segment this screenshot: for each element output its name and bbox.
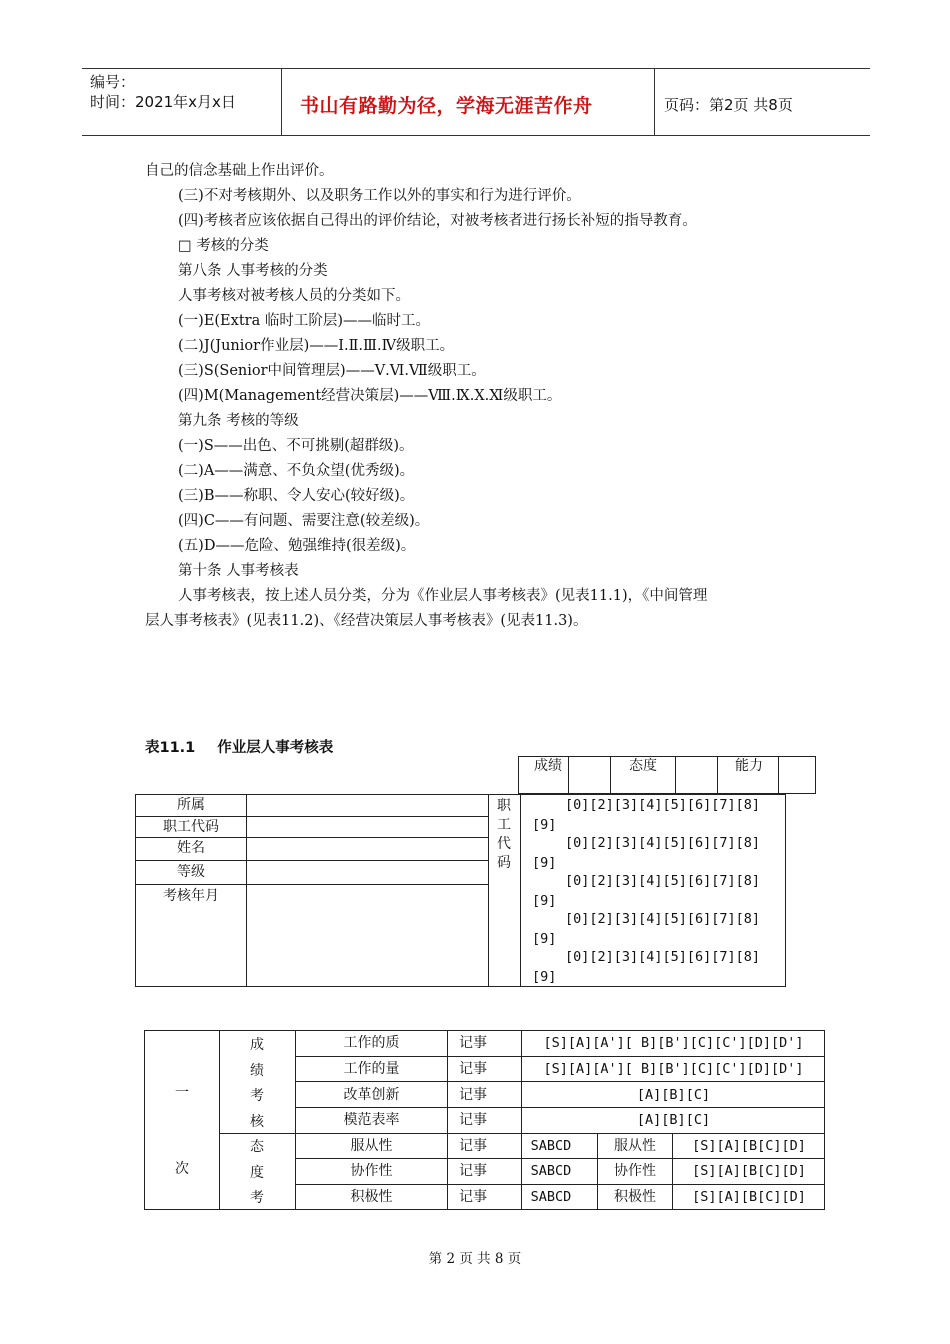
header-motto: 书山有路勤为径，学海无涯苦作舟 <box>300 95 593 117</box>
label-employee-code: 职工代码 <box>163 819 219 835</box>
code-digit-row: [0][2][3][4][5][6][7][8] <box>565 873 761 889</box>
employee-code-vertical-label: 职工代码 <box>497 798 511 871</box>
header-top-rule <box>82 68 870 69</box>
paragraph-line: (四)C——有问题、需要注意(较差级)。 <box>178 513 430 529</box>
paragraph-line: 人事考核表，按上述人员分类，分为《作业层人事考核表》(见表11.1)，《中间管理 <box>178 588 708 604</box>
item-initiative-repeat: 积极性 <box>614 1189 656 1205</box>
rating-scale: [A][B][C] <box>636 1112 711 1128</box>
table-number: 表11.1 <box>145 740 196 756</box>
review-round-char: 一 <box>175 1085 189 1101</box>
item-work-quality: 工作的质 <box>343 1035 400 1051</box>
grid-line <box>295 1158 825 1159</box>
note-label: 记事 <box>459 1087 487 1103</box>
item-obedience-repeat: 服从性 <box>614 1138 656 1154</box>
group-label-attitude: 态度考 <box>250 1139 264 1206</box>
rating-scale: [S][A][B[C][D] <box>692 1189 806 1205</box>
grid-line <box>295 1081 825 1082</box>
review-round-char: 次 <box>175 1161 189 1177</box>
item-innovation: 改革创新 <box>343 1087 400 1103</box>
paragraph-line: 层人事考核表》(见表11.2)、《经营决策层人事考核表》(见表11.3)。 <box>145 613 588 629</box>
table-title <box>145 736 355 757</box>
score-header-frame <box>518 756 816 794</box>
grid-line <box>568 756 569 794</box>
header-divider <box>281 68 282 136</box>
paragraph-line: (一)S——出色、不可挑剔(超群级)。 <box>178 438 414 454</box>
rating-scale: [S][A][B[C][D] <box>692 1138 806 1154</box>
rating-scale: [S][A][B[C][D] <box>692 1163 806 1179</box>
rating-scale: [S][A][A'][ B][B'][C][C'][D][D'] <box>543 1035 804 1051</box>
code-digit-row-wrap: [9] <box>532 817 557 833</box>
table-name: 作业层人事考核表 <box>217 740 334 756</box>
paragraph-line: (一)E(Extra 临时工阶层)——临时工。 <box>178 313 430 329</box>
grid-line <box>520 794 521 987</box>
grid-line <box>295 1107 825 1108</box>
paragraph-line: (四)M(Management经营决策层)——Ⅷ.Ⅸ.Ⅹ.Ⅺ级职工。 <box>178 388 562 404</box>
grid-line <box>219 1030 220 1210</box>
code-digit-row-wrap: [9] <box>532 969 557 985</box>
paragraph-line: 人事考核对被考核人员的分类如下。 <box>178 288 410 304</box>
grade-letters: SABCD <box>530 1189 572 1205</box>
grade-letters: SABCD <box>530 1163 572 1179</box>
section-heading: □ 考核的分类 <box>178 238 269 254</box>
code-digit-row-wrap: [9] <box>532 931 557 947</box>
grade-letters: SABCD <box>530 1138 572 1154</box>
code-digit-row-wrap: [9] <box>532 855 557 871</box>
score-label-ability: 能力 <box>735 758 763 774</box>
grid-line <box>246 794 247 987</box>
code-digit-row: [0][2][3][4][5][6][7][8] <box>565 949 761 965</box>
note-label: 记事 <box>459 1112 487 1128</box>
header-divider <box>654 68 655 136</box>
code-digit-row: [0][2][3][4][5][6][7][8] <box>565 797 761 813</box>
grid-line <box>295 1056 825 1057</box>
article-heading: 第十条 人事考核表 <box>178 563 299 579</box>
label-review-period: 考核年月 <box>163 888 219 904</box>
item-cooperation-repeat: 协作性 <box>614 1163 656 1179</box>
grid-line <box>778 756 779 794</box>
document-number: 编号： <box>90 73 136 91</box>
grid-line <box>219 1133 825 1134</box>
grid-line <box>488 794 489 987</box>
note-label: 记事 <box>459 1189 487 1205</box>
note-label: 记事 <box>459 1061 487 1077</box>
item-role-model: 模范表率 <box>343 1112 400 1128</box>
score-label-results: 成绩 <box>534 758 562 774</box>
grid-line <box>610 756 611 794</box>
label-grade: 等级 <box>177 864 205 880</box>
note-label: 记事 <box>459 1035 487 1051</box>
header-meta <box>90 72 236 112</box>
item-obedience: 服从性 <box>350 1138 393 1154</box>
paragraph-line: (五)D——危险、勉强维持(很差级)。 <box>178 538 416 554</box>
paragraph-line: (三)B——称职、令人安心(较好级)。 <box>178 488 415 504</box>
item-initiative: 积极性 <box>350 1189 393 1205</box>
paragraph-line: (三)S(Senior中间管理层)——Ⅴ.Ⅵ.Ⅶ级职工。 <box>178 363 486 379</box>
grid-line <box>295 1184 825 1185</box>
rating-scale: [A][B][C] <box>636 1087 711 1103</box>
code-digit-row: [0][2][3][4][5][6][7][8] <box>565 911 761 927</box>
note-label: 记事 <box>459 1138 487 1154</box>
code-digit-row-wrap: [9] <box>532 893 557 909</box>
page-footer: 第 2 页 共 8 页 <box>428 1251 522 1267</box>
article-heading: 第八条 人事考核的分类 <box>178 263 328 279</box>
grid-line <box>675 756 676 794</box>
code-digit-row: [0][2][3][4][5][6][7][8] <box>565 835 761 851</box>
paragraph-line: (二)J(Junior作业层)——Ⅰ.Ⅱ.Ⅲ.Ⅳ级职工。 <box>178 338 455 354</box>
score-label-attitude: 态度 <box>629 758 657 774</box>
article-heading: 第九条 考核的等级 <box>178 413 299 429</box>
paragraph-line: (四)考核者应该依据自己得出的评价结论，对被考核者进行扬长补短的指导教育。 <box>178 213 697 229</box>
rating-scale: [S][A][A'][ B][B'][C][C'][D][D'] <box>543 1061 804 1077</box>
label-name: 姓名 <box>177 840 205 856</box>
paragraph-line: 自己的信念基础上作出评价。 <box>145 163 334 179</box>
label-department: 所属 <box>177 797 205 813</box>
header-page-info: 页码：第2页 共8页 <box>664 96 793 114</box>
paragraph-line: (三)不对考核期外、以及职务工作以外的事实和行为进行评价。 <box>178 188 581 204</box>
paragraph-line: (二)A——满意、不负众望(优秀级)。 <box>178 463 415 479</box>
document-time: 时间：2021年x月x日 <box>90 93 236 111</box>
item-work-quantity: 工作的量 <box>343 1061 400 1077</box>
note-label: 记事 <box>459 1163 487 1179</box>
header-bottom-rule <box>82 135 870 136</box>
group-label-results: 成绩考核 <box>250 1037 264 1130</box>
grid-line <box>717 756 718 794</box>
item-cooperation: 协作性 <box>350 1163 393 1179</box>
